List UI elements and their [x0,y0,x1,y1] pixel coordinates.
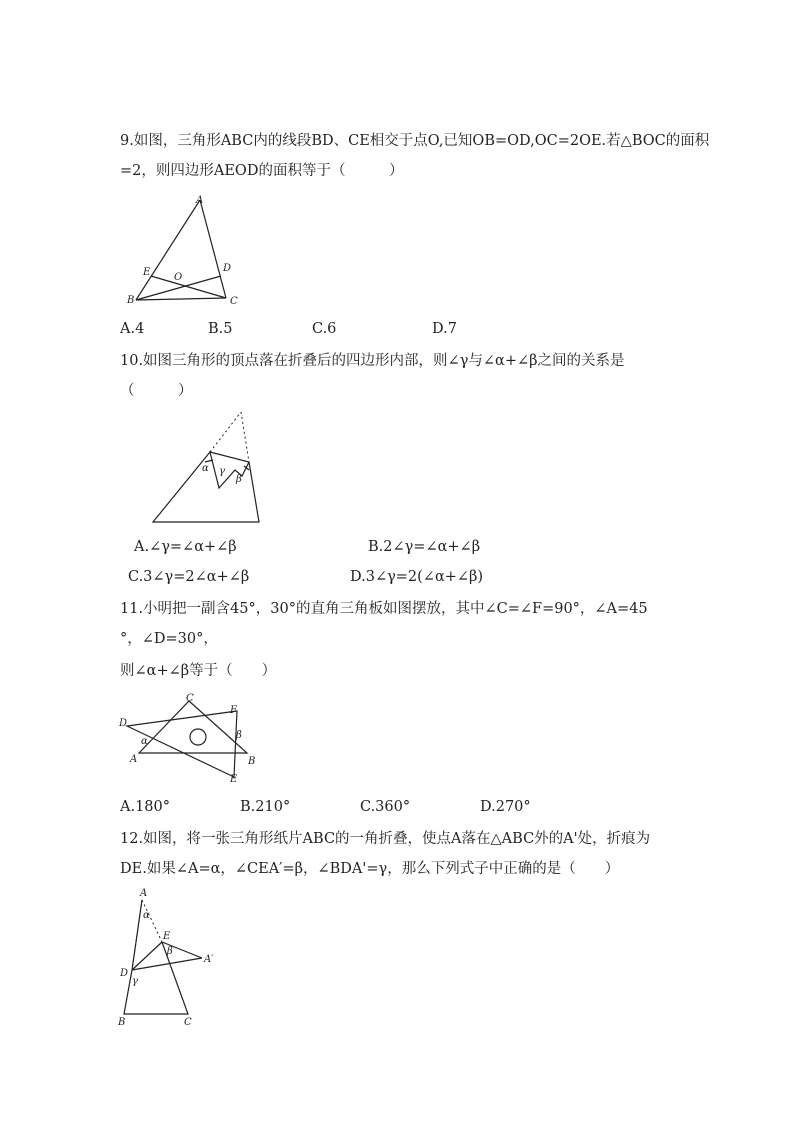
q9-option-b: B.5 [208,321,233,337]
q10-option-a: A.∠γ=∠α+∠β [134,539,237,555]
q11-text-line3: 则∠α+∠β等于（ ） [120,663,277,679]
q9-label-a: A [196,195,204,206]
q12-label-e: E [163,931,171,942]
q10-option-c: C.3∠γ=2∠α+∠β [128,569,250,585]
q10-option-d: D.3∠γ=2(∠α+∠β) [350,569,484,585]
q12-text-line2: DE.如果∠A=α，∠CEA′=β，∠BDA'=γ，那么下列式子中正确的是（ ） [120,861,620,877]
q12-label-alpha: α [143,910,150,921]
q12-label-gamma: γ [132,976,138,987]
q11-label-c: C [186,693,194,704]
q11-option-d: D.270° [480,799,531,815]
q12-label-a: A [140,888,148,899]
q11-text-line2: °，∠D=30°， [120,631,218,647]
q9-text-line1: 9.如图，三角形ABC内的线段BD、CE相交于点O,已知OB=OD,OC=2OE.若△BOC的面积 [120,133,710,149]
q9-figure [120,192,250,312]
q9-option-c: C.6 [312,321,337,337]
q11-label-d: D [119,718,128,729]
q11-option-b: B.210° [240,799,291,815]
q11-text-line1: 11.小明把一副含45°，30°的直角三角板如图摆放，其中∠C=∠F=90°，∠A=45 [120,601,648,617]
q11-label-a: A [130,754,138,765]
q11-label-e: E [230,774,238,785]
q9-label-c: C [230,296,238,307]
q11-option-a: A.180° [120,799,171,815]
q10-label-beta: β [236,474,242,485]
q10-label-gamma: γ [219,466,225,477]
q12-label-d: D [120,968,129,979]
q10-text-line1: 10.如图三角形的顶点落在折叠后的四边形内部，则∠γ与∠α+∠β之间的关系是 [120,353,625,369]
q11-label-alpha: α [141,736,148,747]
q9-option-a: A.4 [120,321,145,337]
q9-label-o: O [174,272,183,283]
q9-option-d: D.7 [432,321,457,337]
q10-text-line2: （ ） [120,383,193,399]
q12-text-line1: 12.如图，将一张三角形纸片ABC的一角折叠，使点A落在△ABC外的A'处，折痕为 [120,831,651,847]
q12-label-c: C [184,1017,192,1028]
q10-figure [145,408,275,528]
q11-option-c: C.360° [360,799,411,815]
q12-label-b: B [118,1017,126,1028]
q9-label-d: D [223,263,232,274]
q9-label-b: B [127,295,135,306]
q9-label-e: E [143,267,151,278]
q12-label-aprime: A′ [204,954,214,965]
q11-label-beta: β [236,730,242,741]
q11-label-f: F [230,705,237,716]
q10-option-b: B.2∠γ=∠α+∠β [368,539,481,555]
q11-label-b: B [248,756,256,767]
q10-label-alpha: α [202,463,209,474]
q9-text-line2: =2，则四边形AEOD的面积等于（ ） [120,163,404,179]
q12-figure [112,884,222,1030]
q11-figure [115,690,265,790]
q12-label-beta: β [167,946,173,957]
